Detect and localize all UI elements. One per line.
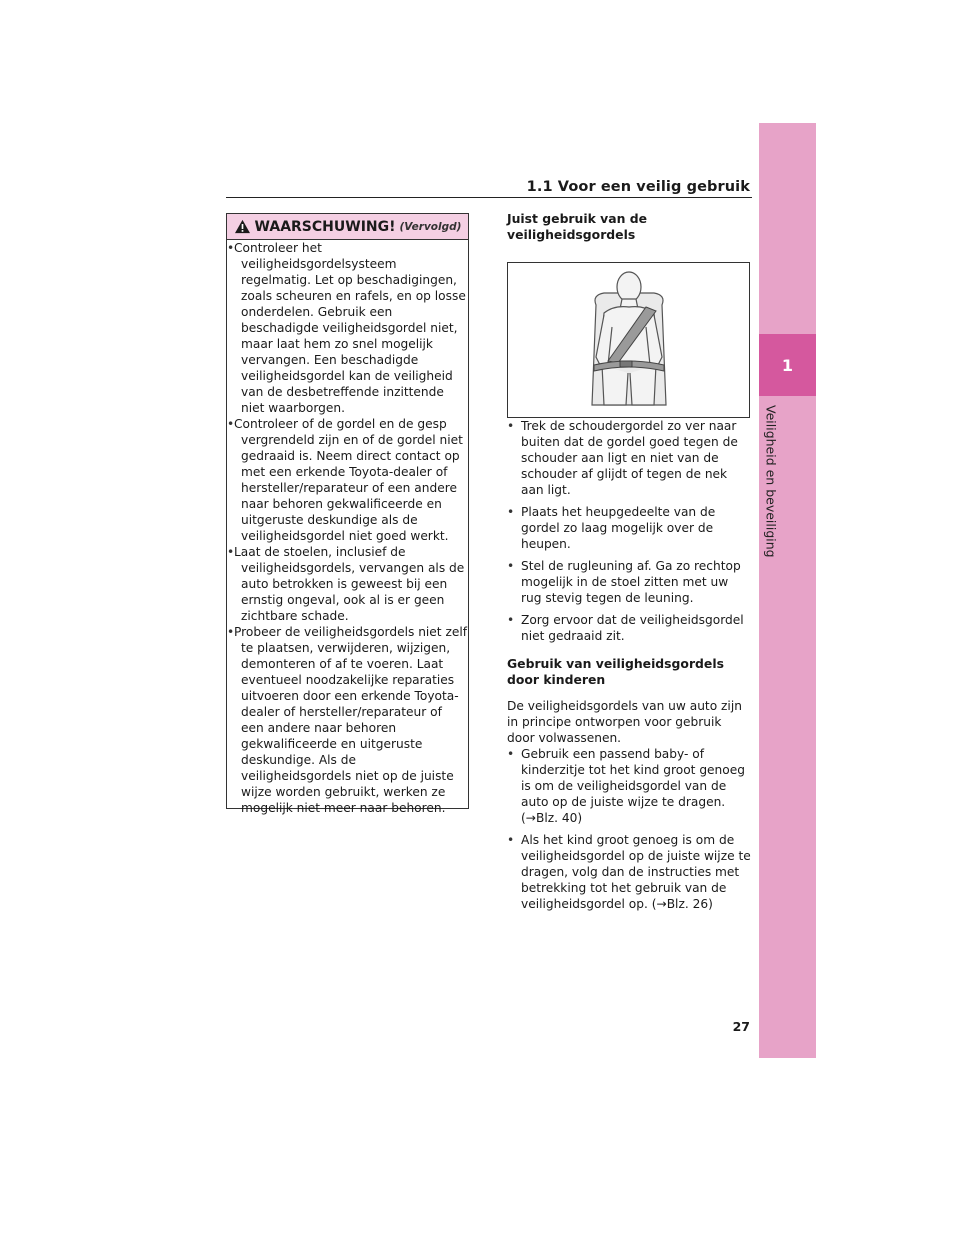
right-column <box>507 211 752 918</box>
header-rule <box>226 197 752 198</box>
list-item: • Trek de schoudergordel zo ver naar buiten dat de gordel goed tegen de schouder aan ligt en niet van de schouder af glijdt of tegen de nek aan ligt. <box>507 418 752 498</box>
list-item: • Als het kind groot genoeg is om de veiligheidsgordel op de juiste wijze te dragen, volg dan de instructies met betrekking tot het gebruik van de veiligheidsgordel op. (→Blz. 26) <box>507 832 752 912</box>
chapter-label: Veiligheid en beveiliging <box>763 405 779 558</box>
warning-box <box>226 213 469 815</box>
list-item: • Plaats het heupgedeelte van de gordel zo laag mogelijk over de heupen. <box>507 504 752 552</box>
children-list <box>507 746 752 912</box>
seatbelt-figure <box>507 262 750 418</box>
warning-continued: (Vervolgd) <box>399 220 462 233</box>
list-item: • Zorg ervoor dat de veiligheidsgordel niet gedraaid zit. <box>507 612 752 644</box>
warning-triangle-icon <box>234 219 251 234</box>
warning-item: • Laat de stoelen, inclusief de veiligheidsgordels, vervangen als de auto betrokken is geweest bij een ernstig ongeval, ook al is er geen zichtbare schade. <box>227 544 468 624</box>
warning-title: WAARSCHUWING! <box>254 218 396 235</box>
correct-use-list <box>507 418 752 644</box>
section-title: 1.1 Voor een veilig gebruik <box>526 179 750 195</box>
list-item: • Gebruik een passend baby- of kinderzitje tot het kind groot genoeg is om de veiligheidsgordel van de auto op de juiste wijze te dragen. (→Blz. 40) <box>507 746 752 826</box>
warning-item: • Controleer of de gordel en de gesp vergrendeld zijn en of de gordel niet gedraaid is. Neem direct contact op met een erkende Toyota-dealer of hersteller/reparateur of een andere naar behoren gekwalificeerde en uitgeruste deskundige als de veiligheidsgordel niet goed werkt. <box>227 416 468 544</box>
list-item: • Stel de rugleuning af. Ga zo rechtop mogelijk in de stoel zitten met uw rug stevig tegen de leuning. <box>507 558 752 606</box>
seated-person-illustration <box>574 265 684 415</box>
warning-list <box>227 240 468 816</box>
children-paragraph: De veiligheidsgordels van uw auto zijn in principe ontworpen voor gebruik door volwassenen. <box>507 699 742 745</box>
heading-children: Gebruik van veiligheidsgordels door kinderen <box>507 656 724 687</box>
warning-item: • Controleer het veiligheidsgordelsysteem regelmatig. Let op beschadigingen, zoals scheuren en rafels, en op losse onderdelen. Gebruik een beschadigde veiligheidsgordel niet, maar laat hem zo snel mogelijk vervangen. Een beschadigde veiligheidsgordel kan de veiligheid van de desbetreffende inzittende niet waarborgen. <box>227 240 468 416</box>
warning-header <box>227 214 468 240</box>
chapter-number: 1 <box>781 355 794 375</box>
page-number: 27 <box>732 1019 750 1034</box>
chapter-number-box <box>759 334 816 396</box>
heading-correct-use: Juist gebruik van de veiligheidsgordels <box>507 211 648 242</box>
warning-item: • Probeer de veiligheidsgordels niet zelf te plaatsen, verwijderen, wijzigen, demonteren of af te voeren. Laat eventueel noodzakelijke reparaties uitvoeren door een erkende Toyota-dealer of hersteller/reparateur of een andere naar behoren gekwalificeerde en uitgeruste deskundige. Als de veiligheidsgordels niet op de juiste wijze worden gebruikt, werken ze mogelijk niet meer naar behoren. <box>227 624 468 816</box>
